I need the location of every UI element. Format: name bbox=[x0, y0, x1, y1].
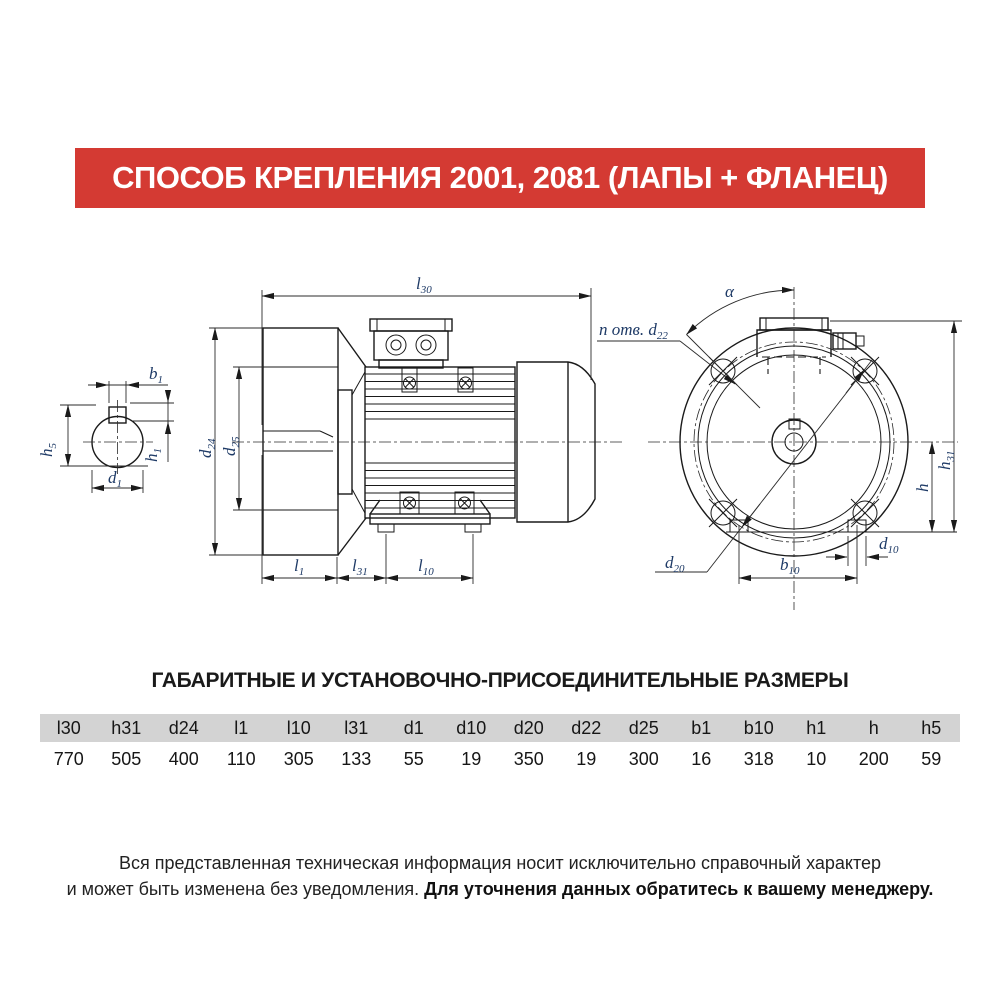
dim-label-alpha: α bbox=[725, 282, 734, 301]
dim-label-d1: $d_1$ bbox=[108, 468, 122, 490]
dim-label-h5: $h_5$ bbox=[37, 443, 59, 457]
table-value-cell: 133 bbox=[341, 748, 372, 769]
dim-label-d20: $d_{20}$ bbox=[665, 553, 685, 575]
table-value-cell: 200 bbox=[858, 748, 889, 769]
dim-label-n-holes-d22: n отв. $d_{22}$ bbox=[599, 320, 668, 342]
disclaimer-line2: и может быть изменена без уведомления. bbox=[66, 879, 420, 899]
dim-label-h31: $h_{31}$ bbox=[935, 450, 957, 470]
disclaimer-text bbox=[0, 850, 1000, 902]
dim-label-h1: $h_1$ bbox=[142, 448, 164, 462]
dim-label-l10: $l_{10}$ bbox=[418, 556, 434, 578]
table-header-cell: d22 bbox=[571, 717, 602, 738]
shaft-section-view bbox=[37, 364, 174, 493]
table-value-cell: 350 bbox=[513, 748, 544, 769]
table-header-cell: d10 bbox=[456, 717, 487, 738]
table-value-cell: 55 bbox=[403, 748, 424, 769]
table-header-cell: h bbox=[868, 717, 879, 738]
table-header-cell: b1 bbox=[691, 717, 712, 738]
dim-label-d25: $d_{25}$ bbox=[220, 436, 242, 456]
table-value-cell: 10 bbox=[806, 748, 827, 769]
table-header-cell: l10 bbox=[286, 717, 311, 738]
technical-drawing bbox=[0, 240, 1000, 640]
table-value-cell: 318 bbox=[743, 748, 774, 769]
table-value-cell: 19 bbox=[576, 748, 597, 769]
table-value-cell: 400 bbox=[168, 748, 199, 769]
table-value-cell: 16 bbox=[691, 748, 712, 769]
table-value-cell: 305 bbox=[283, 748, 314, 769]
table-value-cell: 19 bbox=[461, 748, 482, 769]
dim-label-l30: $l_{30}$ bbox=[416, 274, 432, 296]
table-value-cell: 300 bbox=[628, 748, 659, 769]
flange-front-view bbox=[648, 282, 962, 610]
table-header-cell: l30 bbox=[56, 717, 81, 738]
dim-label-d24: $d_{24}$ bbox=[196, 438, 218, 458]
dim-label-h: h bbox=[913, 483, 932, 492]
disclaimer-line1: Вся представленная техническая информация носит исключительно справочный характер bbox=[118, 853, 882, 873]
table-header-cell: h5 bbox=[921, 717, 942, 738]
dim-label-b1: $b_1$ bbox=[149, 364, 163, 386]
dim-label-l1: $l_1$ bbox=[294, 556, 305, 578]
table-header-cell: d1 bbox=[403, 717, 424, 738]
table-value-cell: 505 bbox=[111, 748, 142, 769]
dim-label-l31: $l_{31}$ bbox=[352, 556, 368, 578]
dim-label-d10: $d_{10}$ bbox=[879, 534, 899, 556]
table-title: ГАБАРИТНЫЕ И УСТАНОВОЧНО-ПРИСОЕДИНИТЕЛЬНЫЕ РАЗМЕРЫ bbox=[151, 669, 849, 692]
page-title-banner: СПОСОБ КРЕПЛЕНИЯ 2001, 2081 (ЛАПЫ + ФЛАНЕЦ) bbox=[75, 148, 925, 208]
table-header-cell: l1 bbox=[234, 717, 249, 738]
table-header-row bbox=[40, 714, 960, 742]
table-value-cell: 110 bbox=[226, 748, 256, 769]
motor-side-view bbox=[196, 274, 735, 584]
table-values-row bbox=[40, 742, 960, 776]
dimensions-table bbox=[40, 714, 960, 776]
table-value-cell: 59 bbox=[921, 748, 942, 769]
dim-label-b10: $b_{10}$ bbox=[780, 555, 800, 577]
disclaimer-line2-bold: Для уточнения данных обратитесь к вашему менеджеру. bbox=[424, 879, 934, 899]
table-header-cell: d20 bbox=[513, 717, 544, 738]
table-header-cell: h1 bbox=[806, 717, 827, 738]
table-value-cell: 770 bbox=[53, 748, 84, 769]
table-header-cell: l31 bbox=[344, 717, 369, 738]
table-header-cell: d25 bbox=[628, 717, 659, 738]
table-header-cell: h31 bbox=[111, 717, 142, 738]
table-header-cell: b10 bbox=[743, 717, 774, 738]
table-header-cell: d24 bbox=[168, 717, 199, 738]
